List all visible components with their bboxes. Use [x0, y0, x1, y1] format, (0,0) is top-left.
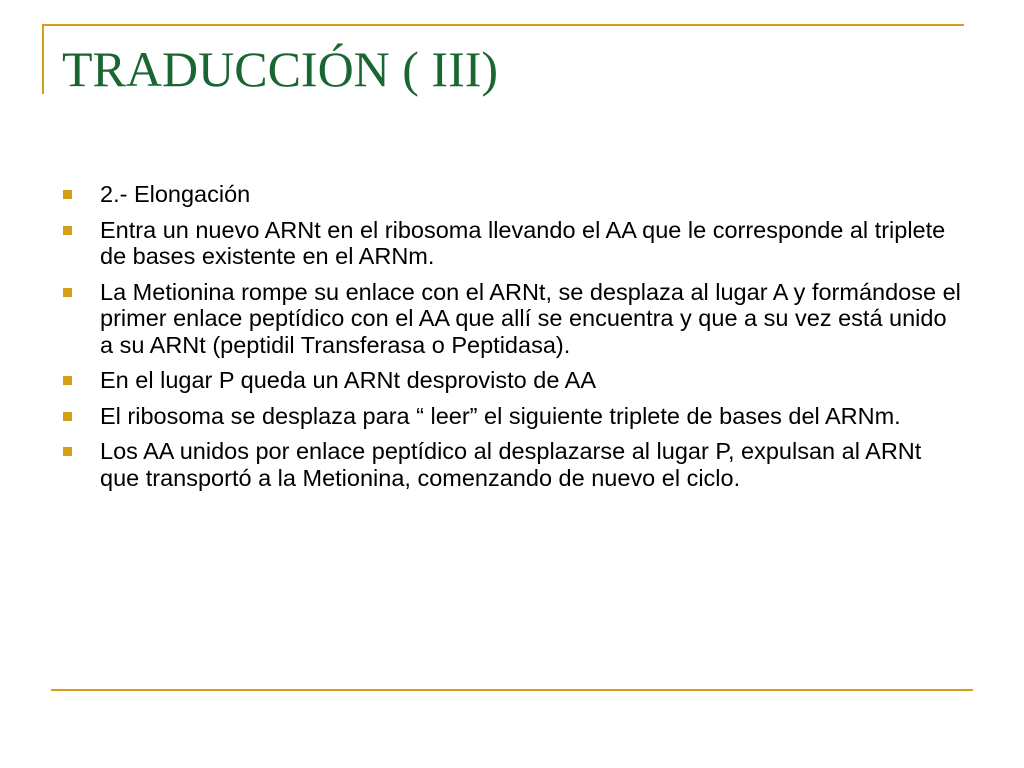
bullet-item — [62, 438, 962, 491]
square-bullet-icon — [63, 447, 72, 456]
bullet-text: Entra un nuevo ARNt en el ribosoma llevando el AA que le corresponde al triplete de bases existente en el ARNm. — [100, 216, 946, 269]
bullet-item — [62, 279, 962, 359]
bullet-item — [62, 367, 962, 394]
bullet-item — [62, 403, 962, 430]
bullet-text: Los AA unidos por enlace peptídico al desplazarse al lugar P, expulsan al ARNt que transportó a la Metionina, comenzando de nuevo el ciclo. — [100, 438, 922, 491]
bullet-text: 2.- Elongación — [100, 181, 251, 207]
slide-title: TRADUCCIÓN ( III) — [62, 41, 499, 97]
bullet-text: La Metionina rompe su enlace con el ARNt, se desplaza al lugar A y formándose el primer enlace peptídico con el AA que allí se encuentra y que a su vez está unido a su ARNt (peptidil Transferasa o Peptidasa). — [100, 278, 961, 358]
square-bullet-icon — [63, 288, 72, 297]
bullet-list — [62, 181, 962, 500]
square-bullet-icon — [63, 376, 72, 385]
top-border-line — [42, 24, 964, 26]
left-border-line — [42, 24, 44, 94]
bullet-item — [62, 217, 962, 270]
square-bullet-icon — [63, 226, 72, 235]
bullet-text: En el lugar P queda un ARNt desprovisto de AA — [100, 367, 597, 393]
bullet-item — [62, 181, 962, 208]
bullet-text: El ribosoma se desplaza para “ leer” el siguiente triplete de bases del ARNm. — [100, 402, 901, 429]
square-bullet-icon — [63, 412, 72, 421]
bottom-border-line — [51, 689, 973, 691]
square-bullet-icon — [63, 190, 72, 199]
